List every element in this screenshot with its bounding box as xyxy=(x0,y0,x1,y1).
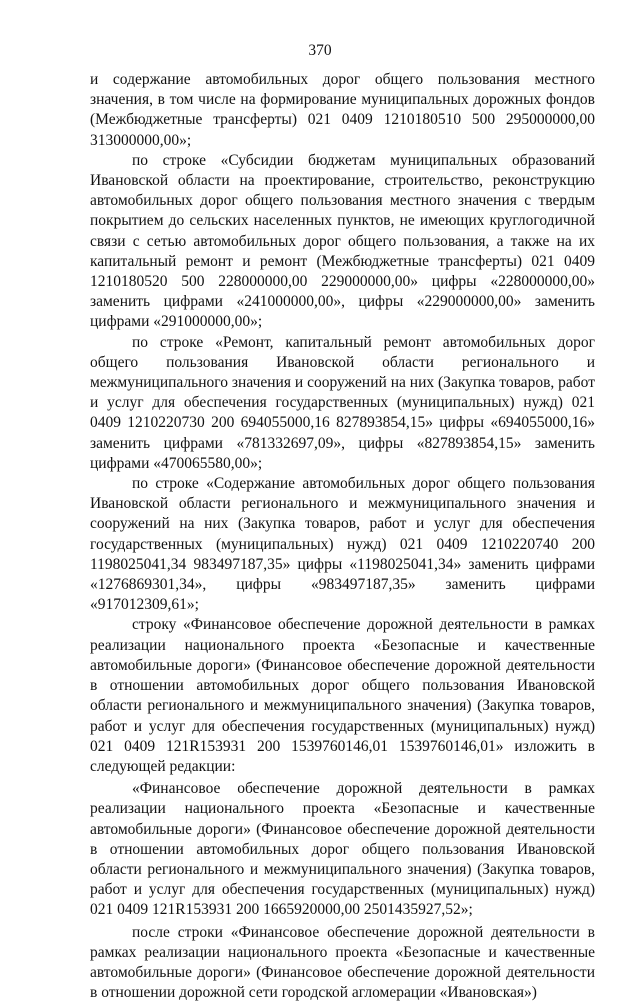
paragraph-new-wording: «Финансовое обеспечение дорожной деятельности в рамках реализации национального проекта «Безопасные и качественные автомобильные дороги» (Финансовое обеспечение дорожной деятельности в отношении автомобильных дорог общего пользования Ивановской области регионального и межмуниципального значения) (Закупка товаров, работ и услуг для обеспечения государственных (муниципальных) нужд) 021 0409 121R153931 200 1665920000,00 2501435927,52»; xyxy=(90,780,595,919)
paragraph-repair-amendment: по строке «Ремонт, капитальный ремонт автомобильных дорог общего пользования Ивановской области регионального и межмуниципального значения и сооружений на них (Закупка товаров, работ и услуг для обеспечения государственных (муниципальных) нужд) 021 0409 1210220730 200 694055000,16 827893854,15» цифры «694055000,16» заменить цифрами «781332697,09», цифры «827893854,15» заменить цифрами «470065580,00»; xyxy=(90,333,595,472)
paragraph-maintenance-amendment: по строке «Содержание автомобильных дорог общего пользования Ивановской области регионального и межмуниципального значения и сооружений на них (Закупка товаров, работ и услуг для обеспечения государственных (муниципальных) нужд) 021 0409 1210220740 200 1198025041,34 983497187,35» цифры «1198025041,34» заменить цифрами «1276869301,34», цифры «983497187,35» заменить цифрами «917012309,61»; xyxy=(90,475,595,614)
paragraph-subsidies-amendment: по строке «Субсидии бюджетам муниципальных образований Ивановской области на проектирование, строительство, реконструкцию автомобильных дорог общего пользования местного значения с твердым покрытием до сельских населенных пунктов, не имеющих круглогодичной связи с сетью автомобильных дорог общего пользования, а также на их капитальный ремонт и ремонт (Межбюджетные трансферты) 021 0409 1210180520 500 228000000,00 229000000,00» цифры «228000000,00» заменить цифрами «241000000,00», цифры «229000000,00» заменить цифрами «291000000,00»; xyxy=(90,151,595,331)
page-number: 370 xyxy=(308,42,332,59)
paragraph-financing-line-replacement: строку «Финансовое обеспечение дорожной деятельности в рамках реализации национального проекта «Безопасные и качественные автомобильные дороги» (Финансовое обеспечение дорожной деятельности в отношении автомобильных дорог общего пользования Ивановской области регионального и межмуниципального значения) (Закупка товаров, работ и услуг для обеспечения государственных (муниципальных) нужд) 021 0409 121R153931 200 1539760146,01 1539760146,01» изложить в следующей редакции: xyxy=(90,616,595,775)
paragraph-continuation: и содержание автомобильных дорог общего пользования местного значения, в том числе на формирование муниципальных дорожных фондов (Межбюджетные трансферты) 021 0409 1210180510 500 295000000,00 313000000,00»; xyxy=(90,71,595,149)
paragraph-insert-after-line: после строки «Финансовое обеспечение дорожной деятельности в рамках реализации национального проекта «Безопасные и качественные автомобильные дороги» (Финансовое обеспечение дорожной деятельности в отношении дорожной сети городской агломерации «Ивановская») xyxy=(90,923,595,1002)
document-body xyxy=(90,70,595,1003)
